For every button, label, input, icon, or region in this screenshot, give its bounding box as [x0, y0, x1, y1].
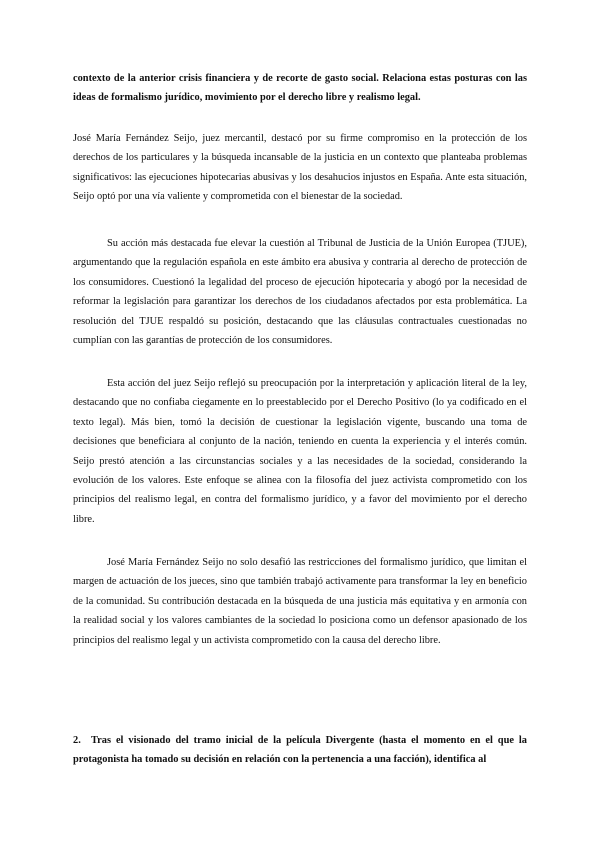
paragraph-3: Esta acción del juez Seijo reflejó su preocupación por la interpretación y aplicación literal de la ley, destacando que no confiaba ciegamente en lo preestablecido por el Derecho Positivo (lo ya codificado en el texto legal). Más bien, tomó la decisión de cuestionar la legislación vigente, buscando una toma de decisiones que beneficiara al conjunto de la nación, teniendo en cuenta la experiencia y el interés común. Seijo prestó atención a las circunstancias sociales y a las necesidades de la sociedad, considerando la evolución de los valores. Este enfoque se alinea con la filosofía del juez activista comprometido con los principios del realismo legal, en contra del formalismo jurídico, y a favor del movimiento por el derecho libre.	[73, 378, 527, 525]
next-question	[73, 731, 527, 770]
question-text: Tras el visionado del tramo inicial de la película Divergente (hasta el momento en el que la protagonista ha tomado su decisión en relación con la pertenencia a una facción), identifica al	[73, 735, 527, 766]
paragraph-2: Su acción más destacada fue elevar la cuestión al Tribunal de Justicia de la Unión Europea (TJUE), argumentando que la regulación española en este ámbito era abusiva y contraria al derecho de protección de los consumidores. Cuestionó la legalidad del proceso de ejecución hipotecaria y abogó por la necesidad de reformar la legislación para garantizar los derechos de los ciudadanos afectados por esta problemática. La resolución del TJUE respaldó su posición, destacando que las cláusulas contractuales cuestionadas no cumplían con las garantías de protección de los consumidores.	[73, 238, 527, 347]
paragraph-1: José María Fernández Seijo, juez mercantil, destacó por su firme compromiso en la protección de los derechos de los particulares y la búsqueda incansable de la justicia en un contexto que planteaba problemas significativos: las ejecuciones hipotecarias abusivas y los desahucios injustos en España. Ante esta situación, Seijo optó por una vía valiente y comprometida con el bienestar de la sociedad.	[73, 133, 527, 203]
paragraph-4: José María Fernández Seijo no solo desafió las restricciones del formalismo jurídico, que limitan el margen de actuación de los jueces, sino que también trabajó activamente para transformar la ley en beneficio de la comunidad. Su contribución destacada en la búsqueda de una justicia más equitativa y en armonía con la realidad social y los valores cambiantes de la sociedad lo posiciona como un defensor apasionado de los principios del realismo legal y un activista comprometido con la causa del derecho libre.	[73, 557, 527, 646]
question-intro-continued: contexto de la anterior crisis financiera y de recorte de gasto social. Relaciona estas posturas con las ideas de formalismo jurídico, movimiento por el derecho libre y realismo legal.	[73, 73, 527, 104]
question-number: 2.	[73, 735, 81, 746]
